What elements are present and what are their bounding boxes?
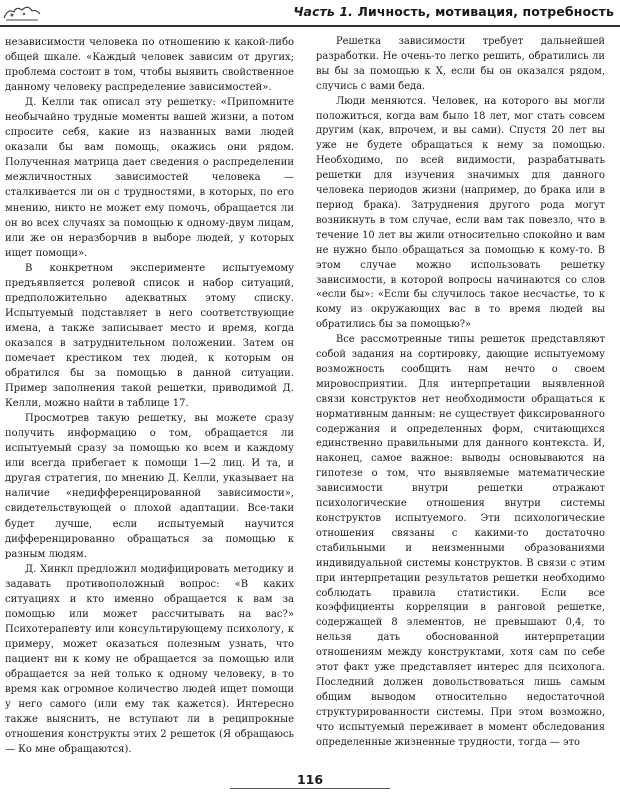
paragraph: Просмотрев такую решетку, вы можете сразу получить информацию о том, обращается ли испытуемый сразу за помощью ко всем и каждому или всегда прибегает к помощи 1—2 лиц. И та, и другая стратегия, по мнению Д. Келли, указывает на наличие «недифференцированной зависимости», свидетельствующей о плохой адаптации. Все-таки будет лучше, если испытуемый научится дифференцированно обращаться за помощью к разным людям.	[5, 413, 294, 560]
page-number: 116	[296, 772, 324, 787]
paragraph: Д. Хинкл предложил модифицировать методику и задавать противоположный вопрос: «В каких ситуациях и кто именно обращается к вам за помощью или может рассчитывать на вас?» Психотерапевту или консультирующему психологу, к примеру, может оказаться полезным узнать, что пациент ни к кому не обращается за помощью или обращается за ней только к одному человеку, в то время как огромное количество людей ищет помощи у него самого (или ему так кажется). Интересно также выяснить, не вступают ли в реципрокные отношения конструкты этих 2 решеток (Я обращаюсь — Ко мне обращаются).	[5, 563, 294, 756]
paragraph: Люди меняются. Человек, на которого вы могли положиться, когда вам было 18 лет, мог стать совсем другим (как, впрочем, и вы сами). Спустя 20 лет вы уже не будете обращаться к нему за помощью. Необходимо, по всей видимости, разрабатывать решетки для изучения значимых для данного человека периодов жизни (например, до брака или в период брака). Затруднения другого рода могут возникнуть в том случае, если вам так повезло, что в течение 10 лет вы жили относительно спокойно и вам не нужно было обращаться за помощью к кому-то. В этом случае можно использовать решетку зависимости, в которой вопросы начинаются со слов «если бы»: «Если бы случилось такое несчастье, то к кому из окружающих вас в то время людей вы обратились бы за помощью?»	[316, 95, 605, 331]
paragraph: Все рассмотренные типы решеток представляют собой задания на сортировку, дающие испытуемому возможность сообщить нам нечто о своем мировосприятии. Для интерпретации выявленной связи конструктов нет необходимости обращаться к нормативным данным: не существует фиксированного содержания и определенных форм, считающихся единственно правильными для данного контекста. И, наконец, самое важное: выводы основываются на гипотезе о том, что выявляемые математические зависимости внутри решетки отражают психологические отношения внутри системы конструктов испытуемого. Эти психологические отношения связаны с какими-то достаточно стабильными и неизменными образованиями индивидуальной системы конструктов. В связи с этим при интерпретации результатов решетки необходимо соблюдать правила статистики. Если все коэффициенты корреляции в ранговой решетке, содержащей 8 элементов, не превышают 0,4, то нельзя дать обоснованной интерпретации отношениям между конструктами, хотя сам по себе этот факт уже представляет интерес для психолога. Последний должен довольствоваться лишь самым общим выводом относительно недостаточной структурированности системы. При этом возможно, что испытуемый переживает в момент обследования определенные жизненные трудности, тогда — это	[316, 334, 605, 748]
paragraph: независимости человека по отношению к какой-либо общей шкале. «Каждый человек зависим от других; проблема состоит в том, чтобы выявить свойственное данному человеку распределение зависимостей».	[5, 37, 294, 94]
publisher-logo-icon	[2, 2, 42, 22]
paragraph: Д. Келли так описал эту решетку: «Припомните необычайно трудные моменты вашей жизни, а потом спросите себя, какие из названных вами людей оказали бы вам помощь, окажись они рядом. Полученная матрица дает сведения о распределении межличностных зависимостей человека — сталкивается ли он с трудностями, в которых, по его мнению, никто не может ему помочь, обращается ли он во всех случаях за помощью к одному-двум лицам, или же он неразборчив в выборе людей, у которых ищет помощи».	[5, 97, 294, 259]
header-chapter-title: Личность, мотивация, потребность	[357, 4, 614, 19]
right-column	[316, 35, 605, 751]
paragraph: Решетка зависимости требует дальнейшей разработки. Не очень-то легко решить, обратились ли вы бы за помощью к X, если бы он оказался рядом, случись с вами беда.	[316, 36, 605, 92]
header-title	[293, 4, 614, 19]
header-divider	[0, 25, 620, 27]
footer-divider	[230, 788, 390, 789]
header-part: Часть 1.	[293, 4, 354, 19]
left-column	[5, 35, 294, 757]
paragraph: В конкретном эксперименте испытуемому предъявляется ролевой список и набор ситуаций, предположительно адекватных этому списку. Испытуемый подставляет в него соответствующие имена, а также записывает место и время, когда оказался в затруднительном положении. Затем он помечает крестиком тех людей, к которым он обратился бы за помощью в данной ситуации. Пример заполнения такой решетки, приводимой Д. Келли, можно найти в таблице 17.	[5, 262, 294, 410]
running-header	[0, 0, 620, 28]
